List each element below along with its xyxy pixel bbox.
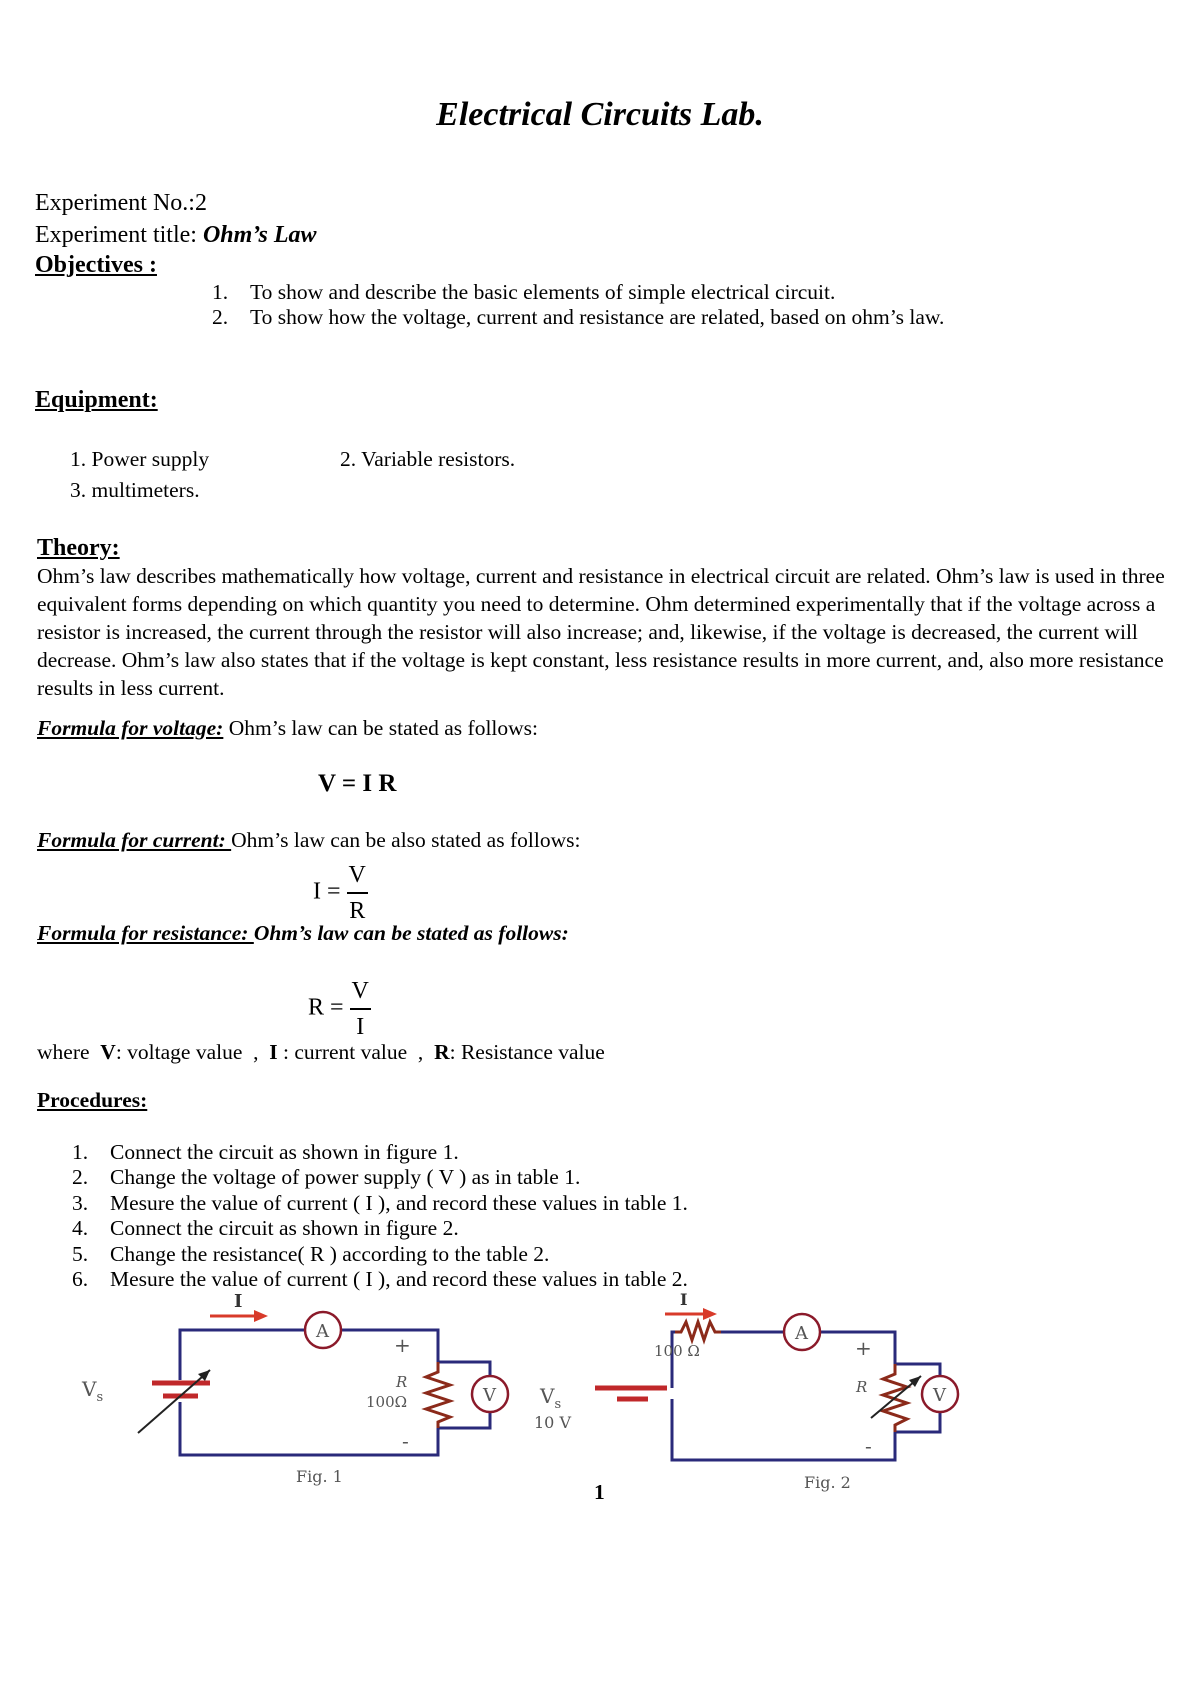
fig2-caption: Fig. 2 (804, 1473, 851, 1492)
figure-1-circuit (60, 1290, 560, 1500)
fig2-fixed-resistor-value: 100 Ω (654, 1342, 700, 1360)
objective-item: 1. To show and describe the basic elements of simple electrical circuit. (212, 280, 836, 304)
resistance-equation (308, 974, 371, 1044)
fig2-plus: + (855, 1336, 872, 1360)
fig2-source-label: $V_s$ (540, 1384, 562, 1412)
procedure-item: 5. Change the resistance( R ) according to the table 2. (72, 1242, 550, 1266)
procedure-item: 6. Mesure the value of current ( I ), and record these values in table 2. (72, 1267, 688, 1291)
theory-paragraph: Ohm’s law describes mathematically how voltage, current and resistance in electrical circuit are related. Ohm’s law is used in three equivalent forms depending on which quantity you need to determine. Ohm determined experimentally that if the voltage across a resistor is increased, the current through the resistor will also increase; and, likewise, if the voltage is decreased, the current will decrease. Ohm’s law also states that if the voltage is kept constant, less resistance results in more current, and, also more resistance results in less current. (37, 564, 1165, 700)
fig2-current-arrow (665, 1308, 717, 1320)
fig1-voltmeter-label: V (483, 1385, 496, 1406)
fig2-fixed-resistor (675, 1322, 721, 1340)
experiment-title-line (35, 222, 317, 249)
formula-current-line (37, 828, 580, 853)
fig1-resistor-label: R (396, 1373, 408, 1391)
page-number: 1 (594, 1480, 605, 1504)
procedure-item: 3. Mesure the value of current ( I ), and record these values in table 1. (72, 1191, 688, 1215)
fig2-source-battery (595, 1388, 667, 1399)
fig2-source-value: 10 V (534, 1413, 571, 1432)
formula-resistance-label: Formula for resistance: (37, 921, 254, 945)
current-eq-lhs: I = (313, 878, 341, 905)
fig2-wires (672, 1332, 940, 1460)
fig1-wires (180, 1330, 490, 1455)
fig1-plus: + (394, 1333, 411, 1357)
fig2-current-label: I (680, 1290, 688, 1309)
objectives-heading: Objectives : (35, 252, 157, 278)
experiment-title-label: Experiment title: (35, 222, 203, 248)
procedure-item: 1. Connect the circuit as shown in figure 1. (72, 1140, 459, 1164)
resistance-eq-lhs: R = (308, 994, 344, 1021)
formula-voltage-label: Formula for voltage: (37, 716, 224, 740)
voltage-equation: V = I R (318, 770, 397, 797)
theory-heading: Theory: (37, 535, 120, 561)
fig2-voltmeter-label: V (933, 1385, 946, 1406)
objective-item: 2. To show how the voltage, current and resistance are related, based on ohm’s law. (212, 305, 945, 329)
fig1-current-label: I (234, 1291, 243, 1312)
fig1-caption: Fig. 1 (296, 1467, 343, 1486)
current-eq-numerator: V (347, 858, 368, 894)
equipment-item: 3. multimeters. (70, 478, 200, 502)
fig1-minus: - (402, 1429, 409, 1453)
equipment-heading: Equipment: (35, 387, 158, 413)
equipment-item: 1. Power supply (70, 447, 210, 471)
page-title: Electrical Circuits Lab. (436, 96, 764, 133)
equipment-item: 2. Variable resistors. (340, 447, 516, 471)
where-line: where V: voltage value , I : current value , R: Resistance value (37, 1040, 605, 1064)
procedure-item: 2. Change the voltage of power supply ( V ) as in table 1. (72, 1165, 581, 1189)
formula-voltage-line (37, 716, 538, 741)
experiment-title-value: Ohm’s Law (202, 222, 317, 248)
procedure-item: 4. Connect the circuit as shown in figure 2. (72, 1216, 459, 1240)
formula-voltage-text: Ohm’s law can be stated as follows: (223, 716, 539, 740)
fig2-minus: - (865, 1434, 872, 1458)
formula-resistance-text: Ohm’s law can be stated as follows: (253, 921, 569, 945)
formula-current-text: Ohm’s law can be also stated as follows: (231, 828, 581, 852)
current-equation (313, 858, 368, 928)
experiment-number: Experiment No.:2 (35, 190, 207, 216)
fig2-resistor-label: R (856, 1378, 868, 1396)
formula-current-label: Formula for current: (37, 828, 232, 852)
fig1-resistor (426, 1362, 450, 1428)
fig1-source-label: $V_s$ (82, 1377, 104, 1405)
fig2-ammeter-label: A (795, 1323, 808, 1344)
fig1-resistor-value: 100Ω (366, 1393, 408, 1411)
resistance-eq-denominator: I (356, 1014, 365, 1040)
formula-resistance-line (37, 921, 569, 946)
fig1-source-battery (138, 1370, 210, 1433)
figure-2-circuit (534, 1290, 1075, 1500)
resistance-eq-numerator: V (350, 974, 371, 1010)
procedures-heading: Procedures: (37, 1088, 148, 1112)
fig1-ammeter-label: A (316, 1321, 329, 1342)
current-eq-denominator: R (349, 898, 366, 924)
